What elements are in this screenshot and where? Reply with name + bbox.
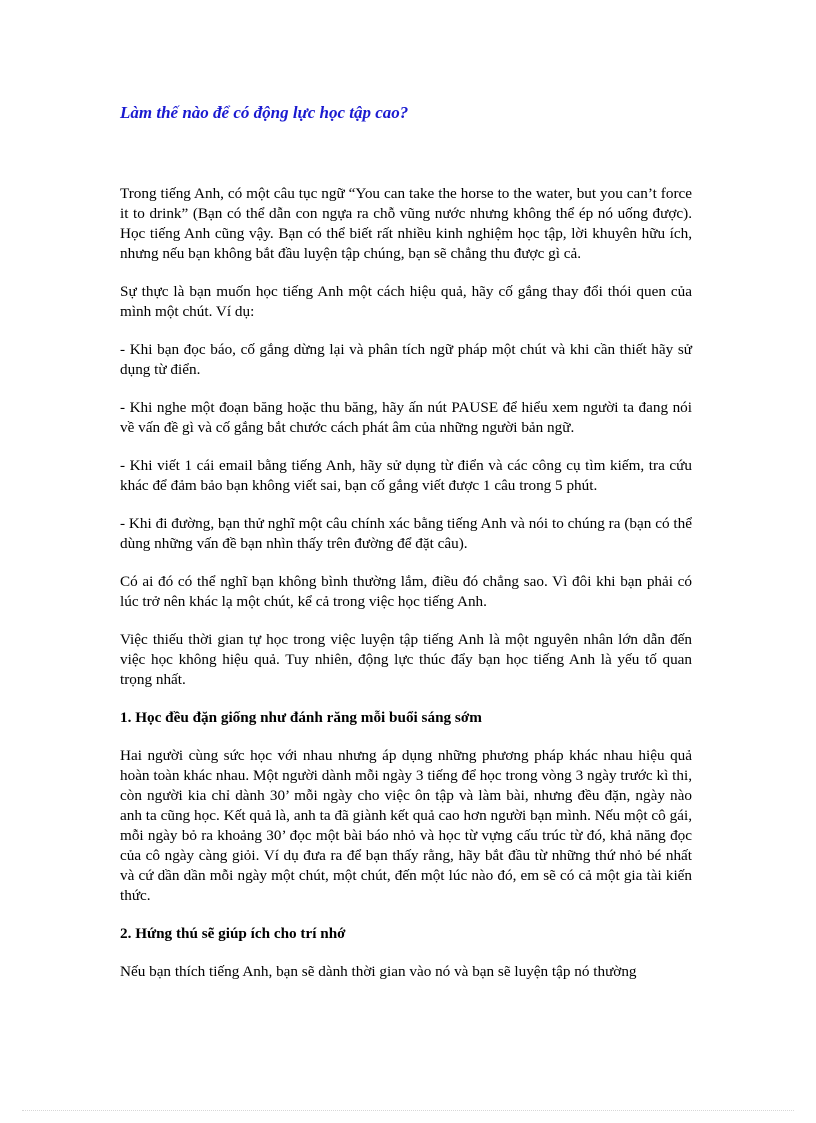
page-bottom-divider (22, 1110, 794, 1111)
paragraph: Sự thực là bạn muốn học tiếng Anh một cách hiệu quả, hãy cố gắng thay đổi thói quen của mình một chút. Ví dụ: (120, 283, 692, 320)
list-item: - Khi đi đường, bạn thử nghĩ một câu chính xác bằng tiếng Anh và nói to chúng ra (bạn có thể dùng những vấn đề bạn nhìn thấy trên đường để đặt câu). (120, 515, 692, 552)
section-heading: 2. Hứng thú sẽ giúp ích cho trí nhớ (120, 925, 346, 942)
list-item: - Khi bạn đọc báo, cố gắng dừng lại và phân tích ngữ pháp một chút và khi cần thiết hãy sử dụng từ điển. (120, 341, 692, 378)
document-body (120, 184, 692, 1000)
list-item: - Khi viết 1 cái email bằng tiếng Anh, hãy sử dụng từ điển và các công cụ tìm kiếm, tra cứu khác để đảm bảo bạn không viết sai, bạn cố gắng viết được 1 câu trong 5 phút. (120, 457, 692, 494)
paragraph: Hai người cùng sức học với nhau nhưng áp dụng những phương pháp khác nhau hiệu quả hoàn toàn khác nhau. Một người dành mỗi ngày 3 tiếng để học trong vòng 3 ngày trước kì thi, còn người kia chỉ dành 30’ mỗi ngày cho việc ôn tập và làm bài, nhưng đều đặn, ngày nào anh ta cũng học. Kết quả là, anh ta đã giành kết quả cao hơn người bạn mình. Nếu một cô gái, mỗi ngày bỏ ra khoảng 30’ đọc một bài báo nhỏ và học từ vựng cấu trúc từ đó, khả năng đọc của cô ngày càng giỏi. Ví dụ đưa ra để bạn thấy rằng, hãy bắt đầu từ những thứ nhỏ bé nhất và cứ dần dần mỗi ngày một chút, một chút, đến một lúc nào đó, em sẽ có cả một gia tài kiến thức. (120, 747, 692, 904)
paragraph: Việc thiếu thời gian tự học trong việc luyện tập tiếng Anh là một nguyên nhân lớn dẫn đến việc học không hiệu quả. Tuy nhiên, động lực thúc đẩy bạn học tiếng Anh là yếu tố quan trọng nhất. (120, 631, 692, 688)
paragraph: Nếu bạn thích tiếng Anh, bạn sẽ dành thời gian vào nó và bạn sẽ luyện tập nó thường (120, 963, 637, 980)
paragraph: Có ai đó có thể nghĩ bạn không bình thường lắm, điều đó chẳng sao. Vì đôi khi bạn phải có lúc trở nên khác lạ một chút, kể cả trong việc học tiếng Anh. (120, 573, 692, 610)
paragraph: Trong tiếng Anh, có một câu tục ngữ “You can take the horse to the water, but you can’t force it to drink” (Bạn có thể dẫn con ngựa ra chỗ vũng nước nhưng không thể ép nó uống được). Học tiếng Anh cũng vậy. Bạn có thể biết rất nhiều kinh nghiệm học tập, lời khuyên hữu ích, nhưng nếu bạn không bắt đầu luyện tập chúng, bạn sẽ chẳng thu được gì cả. (120, 185, 692, 262)
list-item: - Khi nghe một đoạn băng hoặc thu băng, hãy ấn nút PAUSE để hiểu xem người ta đang nói về vấn đề gì và cố gắng bắt chước cách phát âm của những người bản ngữ. (120, 399, 692, 436)
section-heading: 1. Học đều đặn giống như đánh răng mỗi buổi sáng sớm (120, 709, 482, 726)
document-title: Làm thế nào để có động lực học tập cao? (120, 103, 409, 122)
